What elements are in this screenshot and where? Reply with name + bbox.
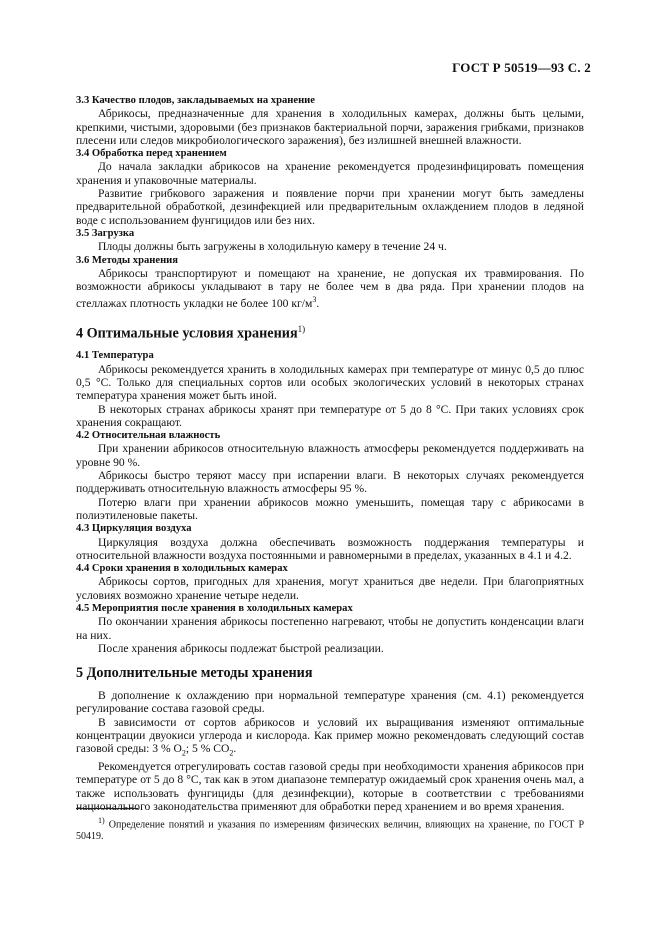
section-5-paragraph-3: Рекомендуется отрегулировать состав газовой среды при необходимости хранения абрикосов при температуре от 5 до 8 °С, так как в этом диапазоне температур ожидаемый срок хранения очень мал, а также использовать фунгициды (для дезинфекции), которые в соответствии с требованиями национального законодательства применяют для обработки перед хранением и во время хранения. (76, 759, 584, 813)
section-4-2-paragraph-3: Потерю влаги при хранении абрикосов можно уменьшить, помещая тару с абрикосами в полиэтиленовые пакеты. (76, 495, 584, 522)
footnote-ref: 1) (297, 323, 306, 334)
section-3-3-paragraph: Абрикосы, предназначенные для хранения в холодильных камерах, должны быть целыми, крепкими, чистыми, здоровыми (без признаков бактериальной порчи, заражения грибками, признаков плесени или следов микробиологического заражения), без излишней внешней влажности. (76, 107, 584, 147)
section-3-6-title: 3.6 Методы хранения (76, 254, 179, 266)
section-3-4-paragraph-1: До начала закладки абрикосов на хранение рекомендуется продезинфицировать помещения хранения и упаковочные материалы. (76, 160, 584, 187)
section-5-paragraph-2: В зависимости от сортов абрикосов и условий их выращивания изменяют оптимальные концентрации двуокиси углерода и кислорода. Как пример можно рекомендовать следующий состав газовой среды: 3 % $O_2$; 5 % $CO_2$. (76, 715, 584, 758)
section-4-3-paragraph: Циркуляция воздуха должна обеспечивать возможность поддержания температуры и относительной влажности воздуха постоянными и равномерными в пределах, указанных в 4.1 и 4.2. (76, 535, 584, 562)
footnote (76, 815, 584, 843)
section-4-5-title: 4.5 Мероприятия после хранения в холодильных камерах (76, 602, 353, 614)
section-3-4-title: 3.4 Обработка перед хранением (76, 148, 227, 160)
footnote-marker: 1) (98, 816, 105, 825)
section-4-1-title: 4.1 Температура (76, 350, 154, 362)
section-4-2-paragraph-1: При хранении абрикосов относительную влажность атмосферы рекомендуется поддерживать на уровне 90 %. (76, 442, 584, 469)
section-4-4-title: 4.4 Сроки хранения в холодильных камерах (76, 563, 288, 575)
section-4-2-paragraph-2: Абрикосы быстро теряют массу при испарении влаги. В некоторых случаях рекомендуется поддерживать относительную влажность атмосферы 95 %. (76, 469, 584, 496)
footnote-text: Определение понятий и указания по измерениям физических величин, влияющих на хранение, по ГОСТ Р 50419. (76, 819, 584, 843)
section-3-5-paragraph: Плоды должны быть загружены в холодильную камеру в течение 24 ч. (98, 240, 447, 254)
document-body (76, 94, 584, 813)
section-4-4-paragraph: Абрикосы сортов, пригодных для хранения, могут храниться две недели. При благоприятных условиях возможно хранение четыре недели. (76, 575, 584, 602)
section-3-3-title: 3.3 Качество плодов, закладываемых на хранение (76, 95, 315, 106)
section-5-paragraph-1: В дополнение к охлаждению при нормальной температуре хранения (см. 4.1) рекомендуется регулирование состава газовой среды. (76, 689, 584, 716)
section-4-1-paragraph-2: В некоторых странах абрикосы хранят при температуре от 5 до 8 °С. При таких условиях срок хранения сокращают. (76, 402, 584, 429)
section-4-2-title: 4.2 Относительная влажность (76, 430, 221, 442)
page-header: ГОСТ Р 50519—93 С. 2 (452, 60, 591, 75)
section-4-5-paragraph-1: По окончании хранения абрикосы постепенно нагревают, чтобы не допустить конденсации влаги на них. (76, 615, 584, 642)
section-4-1-paragraph-1: Абрикосы рекомендуется хранить в холодильных камерах при температуре от минус 0,5 до плюс 0,5 °С. Только для специальных сортов или особых экологических условий в некоторых странах температура хранения может быть иной. (76, 362, 584, 403)
section-3-5-title: 3.5 Загрузка (76, 227, 135, 239)
footnote-divider (76, 808, 138, 809)
section-3-6-paragraph: Абрикосы транспортируют и помещают на хранение, не допуская их травмирования. По возможности абрикосы укладывают в тару не более чем в два ряда. При хранении плодов на стеллажах плотность укладки не более 100 $кг/м^3$. (76, 266, 584, 311)
section-3-4-paragraph-2: Развитие грибкового заражения и появление порчи при хранении могут быть замедлены предварительной обработкой, дезинфекцией или предварительным охлаждением плодов в ледяной воде с использованием фунгицидов или без них. (76, 187, 584, 227)
section-4-5-paragraph-2: После хранения абрикосы подлежат быстрой реализации. (98, 641, 384, 655)
section-5-title: 5 Дополнительные методы хранения (76, 665, 313, 682)
section-4-3-title: 4.3 Циркуляция воздуха (76, 523, 192, 535)
section-4-title: 4 Оптимальные условия хранения$^{1)}$ (76, 323, 306, 342)
